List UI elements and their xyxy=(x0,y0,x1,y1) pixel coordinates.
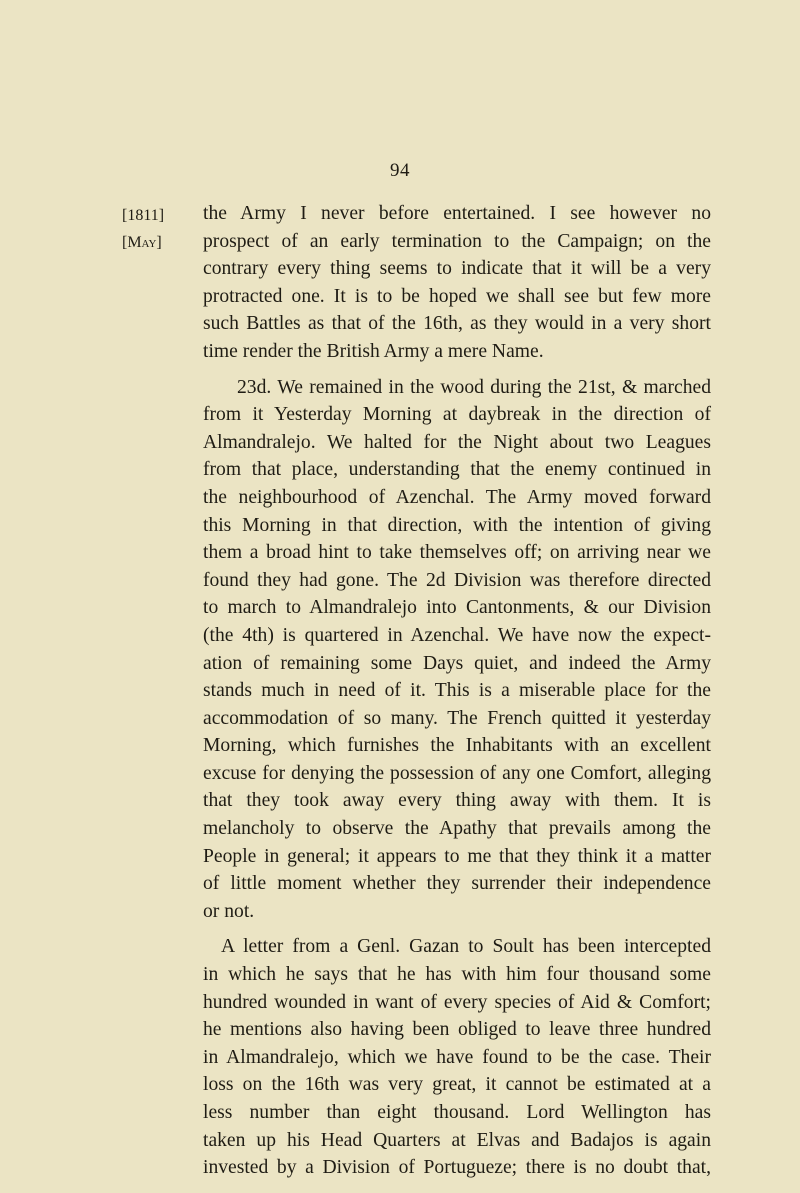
text-line: or not. xyxy=(203,900,255,922)
text-line: A letter from a Genl. Gazan to Soult has been intercepted xyxy=(221,936,711,958)
paragraph xyxy=(203,374,711,926)
text-line: stands much in need of it. This is a miserable place for the xyxy=(203,680,711,702)
text-line: melancholy to observe the Apathy that prevails among the xyxy=(203,818,711,840)
text-line: invested by a Division of Portugueze; there is no doubt that, xyxy=(203,1157,711,1179)
text-line: them a broad hint to take themselves off; on arriving near we xyxy=(203,542,711,564)
text-line: he mentions also having been obliged to leave three hundred xyxy=(203,1019,711,1041)
text-line: in which he says that he has with him four thousand some xyxy=(203,964,711,986)
text-line: less number than eight thousand. Lord Wellington has xyxy=(203,1102,711,1123)
text-line: accommodation of so many. The French quitted it yesterday xyxy=(203,707,711,729)
margin-month: [May] xyxy=(122,234,162,251)
text-line: hundred wounded in want of every species of Aid & Comfort; xyxy=(203,991,711,1013)
text-line: found they had gone. The 2d Division was therefore directed xyxy=(203,569,711,591)
text-line: People in general; it appears to me that they think it a matter xyxy=(203,845,711,867)
text-line: to march to Almandralejo into Cantonments, & our Division xyxy=(203,597,711,619)
text-line: excuse for denying the possession of any one Comfort, alleging xyxy=(203,762,711,784)
text-line: contrary every thing seems to indicate that it will be a very xyxy=(203,258,711,280)
text-line: (the 4th) is quartered in Azenchal. We have now the expect- xyxy=(203,624,711,646)
paragraph-gap xyxy=(203,366,711,374)
paragraph xyxy=(203,933,711,1181)
body-text xyxy=(203,200,711,1182)
text-line: protracted one. It is to be hoped we shall see but few more xyxy=(203,285,711,307)
text-line: 23d. We remained in the wood during the 21st, & marched xyxy=(237,376,711,398)
text-line: the Army I never before entertained. I see however no xyxy=(203,203,711,224)
text-line: Morning, which furnishes the Inhabitants with an excellent xyxy=(203,735,711,757)
text-line: in Almandralejo, which we have found to be the case. Their xyxy=(203,1046,711,1068)
text-line: from that place, understanding that the enemy continued in xyxy=(203,459,711,481)
paragraph xyxy=(203,200,711,366)
text-line: this Morning in that direction, with the intention of giving xyxy=(203,514,711,536)
margin-year: [1811] xyxy=(122,207,165,224)
text-line: prospect of an early termination to the Campaign; on the xyxy=(203,230,711,252)
paragraph-gap xyxy=(203,925,711,933)
text-line: loss on the 16th was very great, it cannot be estimated at a xyxy=(203,1074,711,1096)
text-line: time render the British Army a mere Name. xyxy=(203,340,544,362)
text-line: that they took away every thing away with them. It is xyxy=(203,790,711,812)
text-line: taken up his Head Quarters at Elvas and Badajos is again xyxy=(203,1129,711,1151)
text-line: from it Yesterday Morning at daybreak in the direction of xyxy=(203,404,711,426)
text-line: Almandralejo. We halted for the Night about two Leagues xyxy=(203,431,711,453)
text-line: ation of remaining some Days quiet, and indeed the Army xyxy=(203,652,711,674)
page-number: 94 xyxy=(390,160,410,181)
text-line: of little moment whether they surrender their independence xyxy=(203,873,711,895)
text-line: the neighbourhood of Azenchal. The Army moved forward xyxy=(203,486,711,508)
margin-notes xyxy=(122,202,164,256)
text-line: such Battles as that of the 16th, as they would in a very short xyxy=(203,313,711,335)
